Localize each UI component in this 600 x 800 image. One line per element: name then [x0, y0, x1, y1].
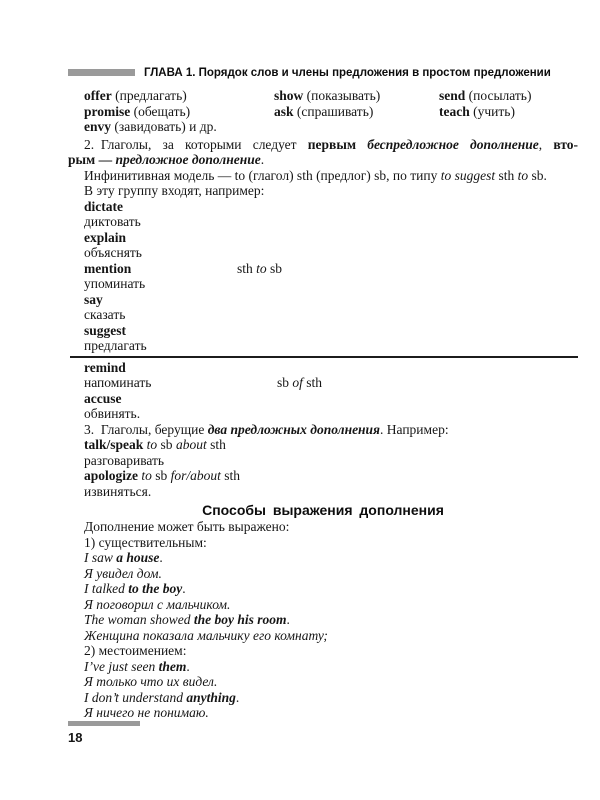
list-item-2-pronoun: 2) местоимением:	[84, 643, 187, 658]
verb-cell: promise (обещать)	[84, 103, 191, 119]
verb-row-1	[68, 88, 578, 104]
example-en-4: I’ve just seen them.	[84, 658, 190, 674]
infinitive-model-line: Инфинитивная модель — to (глагол) sth (предлог) sb, по типу to suggest sth to sb.	[84, 167, 547, 183]
paragraph-3-line: 3. Глаголы, берущие два предложных дополнения. Например:	[84, 421, 449, 437]
verb-ru-remind-row	[68, 375, 578, 391]
verb-en-say: say	[84, 291, 103, 307]
verb-cell: offer (предлагать)	[84, 88, 187, 103]
example-ru-4: Я только что их видел.	[84, 674, 218, 689]
pattern-sth-to-sb: sth to sb	[237, 260, 283, 276]
verb-row-2	[68, 104, 578, 120]
verb-en-explain: explain	[84, 229, 127, 245]
paragraph-2-line-2: рым — предложное дополнение.	[68, 152, 265, 167]
verb-ru-explain: объяснять	[84, 245, 142, 260]
example-en-2: I talked to the boy.	[84, 581, 186, 596]
rule-divider	[70, 356, 578, 358]
example-ru-5: Я ничего не понимаю.	[84, 705, 209, 720]
verb-ru-dictate: диктовать	[84, 214, 141, 229]
verb-en-talk-speak: talk/speak to sb about sth	[84, 437, 226, 452]
group-intro-line: В эту группу входят, например:	[84, 183, 265, 198]
page-content	[68, 66, 578, 721]
chapter-marker-bar	[68, 69, 135, 76]
list-item-1-noun: 1) существительным:	[84, 534, 207, 550]
verb-ru-apologize: извиняться.	[84, 483, 152, 499]
verb-en-apologize: apologize to sb for/about sth	[84, 468, 241, 483]
verb-en-mention: mention	[84, 260, 132, 276]
example-en-1: I saw a house.	[84, 550, 163, 565]
verb-ru-remind: напоминать	[84, 375, 152, 390]
example-en-5: I don’t understand anything.	[84, 689, 240, 705]
page-number: 18	[68, 730, 83, 745]
verb-ru-say: сказать	[84, 307, 126, 322]
chapter-title: ГЛАВА 1. Порядок слов и члены предложения в простом предложении	[144, 66, 551, 79]
verb-ru-talk-speak: разговаривать	[84, 452, 165, 468]
verb-row-3: envy (завидовать) и др.	[84, 119, 217, 134]
verb-en-mention-row	[68, 261, 578, 277]
example-en-3: The woman showed the boy his room.	[84, 612, 290, 627]
verb-en-remind: remind	[84, 359, 126, 375]
pattern-sb-of-sth: sb of sth	[277, 375, 323, 390]
chapter-header	[68, 66, 578, 79]
section-heading: Способы выражения дополнения	[202, 502, 444, 518]
section-intro-line: Дополнение может быть выражено:	[84, 519, 290, 534]
verb-en-accuse: accuse	[84, 390, 122, 406]
paragraph-2-line-1: 2. Глаголы, за которыми следует первым беспредложное дополнение, вто-	[84, 136, 578, 152]
verb-ru-mention: упоминать	[84, 276, 146, 291]
verb-ru-accuse: обвинять.	[84, 406, 141, 421]
verb-cell: ask (спрашивать)	[274, 103, 374, 119]
verb-cell: send (посылать)	[439, 88, 532, 103]
verb-en-dictate: dictate	[84, 198, 123, 214]
example-ru-3: Женщина показала мальчику его комнату;	[84, 627, 328, 643]
verb-en-suggest: suggest	[84, 322, 127, 338]
page-footer	[68, 721, 140, 745]
example-ru-1: Я увидел дом.	[84, 565, 162, 581]
verb-ru-suggest: предлагать	[84, 338, 147, 353]
footer-marker-bar	[68, 721, 140, 726]
verb-cell: teach (учить)	[439, 103, 515, 119]
example-ru-2: Я поговорил с мальчиком.	[84, 596, 231, 612]
verb-cell: show (показывать)	[274, 88, 381, 103]
